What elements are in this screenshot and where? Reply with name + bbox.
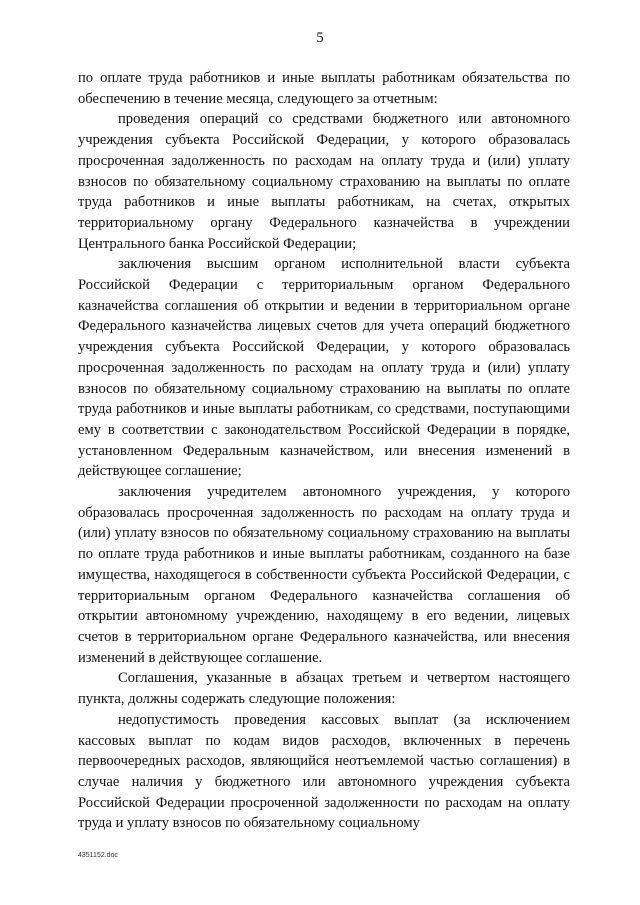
page-number: 5: [316, 30, 324, 46]
paragraph: недопустимость проведения кассовых выплат (за исключением кассовых выплат по кодам видов расходов, включенных в перечень первоочередных расходов, являющийся неотъемлемой частью соглашения) в случае наличия у бюджетного или автономного учреждения субъекта Российской Федерации просроченной задолженности по расходам на оплату труда и уплату взносов по обязательному социальному: [78, 711, 570, 832]
document-filename-footer: 4351152.doc: [78, 852, 118, 859]
document-body: [78, 68, 570, 834]
paragraph: Соглашения, указанные в абзацах третьем и четвертом настоящего пункта, должны содержать следующие положения:: [78, 670, 570, 708]
paragraph: заключения учредителем автономного учреждения, у которого образовалась просроченная задолженность по расходам на оплату труда и (или) уплату взносов по обязательному социальному страхованию на выплаты по оплате труда работников и иные выплаты работникам, созданного на базе имущества, находящегося в собственности субъекта Российской Федерации, с территориальным органом Федерального казначейства соглашения об открытии автономному учреждению, находящему в его ведении, лицевых счетов в территориальном органе Федерального казначейства, или внесения изменений в действующее соглашение.: [78, 484, 570, 666]
paragraph: проведения операций со средствами бюджетного или автономного учреждения субъекта Российской Федерации, у которого образовалась просроченная задолженность по расходам на оплату труда и (или) уплату взносов по обязательному социальному страхованию на выплаты по оплате труда работников и иные выплаты работникам, на счетах, открытых территориальному органу Федерального казначейства в учреждении Центрального банка Российской Федерации;: [78, 111, 570, 252]
paragraph: заключения высшим органом исполнительной власти субъекта Российской Федерации с территориальным органом Федерального казначейства соглашения об открытии и ведении в территориальном органе Федерального казначейства лицевых счетов для учета операций бюджетного учреждения субъекта Российской Федерации, у которого образовалась просроченная задолженность по расходам на оплату труда и (или) уплату взносов по обязательному социальному страхованию на выплаты по оплате труда работников и иные выплаты работникам, со средствами, поступающими ему в соответствии с законодательством Российской Федерации в порядке, установленном Федеральным казначейством, или внесения изменений в действующее соглашение;: [78, 256, 570, 480]
paragraph-continuation: по оплате труда работников и иные выплаты работникам обязательства по обеспечению в течение месяца, следующего за отчетным:: [78, 70, 570, 107]
